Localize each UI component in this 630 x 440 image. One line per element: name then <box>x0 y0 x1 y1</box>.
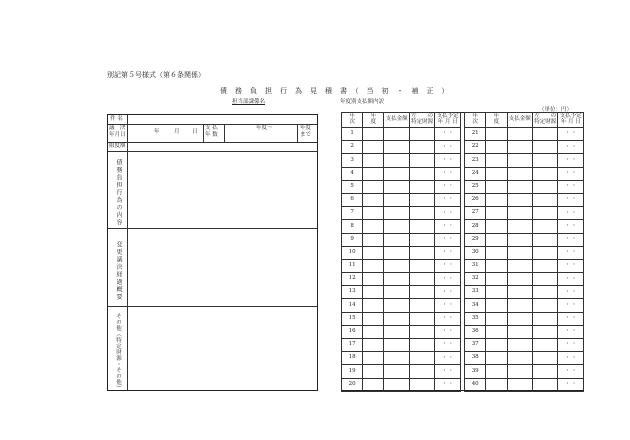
row-plan-date: ・ ・ <box>435 128 460 141</box>
row-fiscal-2 <box>486 378 507 391</box>
row-year-no: 11 <box>342 259 363 272</box>
row-fiscal <box>363 273 384 286</box>
row-amount <box>384 220 409 233</box>
giketsu-label-b: 年月日 <box>109 132 126 138</box>
row-plan-date-2: ・ ・ <box>558 312 584 325</box>
fiscal-period: 年度〜 <box>256 125 273 131</box>
table-row <box>342 325 584 338</box>
row-plan-date-2: ・ ・ <box>558 141 584 154</box>
row-amount-2 <box>507 286 532 299</box>
row-source-2 <box>532 325 557 338</box>
row-plan-date-2: ・ ・ <box>558 193 584 206</box>
row-plan-date-2: ・ ・ <box>558 220 584 233</box>
table-row <box>342 220 584 233</box>
row-source <box>409 246 434 259</box>
row-plan-date-2: ・ ・ <box>558 325 584 338</box>
section-change-label: 変更議決経過概要 <box>115 241 122 301</box>
row-fiscal <box>363 154 384 167</box>
header-year-no: 年 次 <box>342 113 363 128</box>
date-month: 月 <box>174 129 180 135</box>
row-fiscal <box>363 312 384 325</box>
row-plan-date: ・ ・ <box>435 339 460 352</box>
row-amount <box>384 339 409 352</box>
row-year-no-2: 40 <box>465 378 486 391</box>
row-year-no-2: 30 <box>465 246 486 259</box>
row-year-no: 9 <box>342 233 363 246</box>
dept-label: 担当部課係名 <box>232 99 266 105</box>
row-source-2 <box>532 312 557 325</box>
table-row <box>342 299 584 312</box>
row-year-no: 8 <box>342 220 363 233</box>
table-row <box>342 128 584 141</box>
table-row <box>342 207 584 220</box>
row-plan-date-2: ・ ・ <box>558 352 584 365</box>
row-year-no: 5 <box>342 180 363 193</box>
row-year-no: 17 <box>342 339 363 352</box>
row-year-no-2: 23 <box>465 154 486 167</box>
right-table <box>341 112 584 391</box>
row-plan-date: ・ ・ <box>435 312 460 325</box>
row-amount-2 <box>507 193 532 206</box>
row-source <box>409 378 434 391</box>
row-year-no-2: 36 <box>465 325 486 338</box>
row-source <box>409 233 434 246</box>
row-source-2 <box>532 273 557 286</box>
row-fiscal <box>363 193 384 206</box>
header-source: 左 の 特定財源 <box>409 113 434 128</box>
row-source-2 <box>532 180 557 193</box>
row-plan-date-2: ・ ・ <box>558 246 584 259</box>
row-fiscal-2 <box>486 167 507 180</box>
table-row <box>342 246 584 259</box>
row-plan-date-2: ・ ・ <box>558 167 584 180</box>
row-amount-2 <box>507 378 532 391</box>
row-year-no-2: 34 <box>465 299 486 312</box>
row-fiscal-2 <box>486 299 507 312</box>
row-fiscal <box>363 286 384 299</box>
row-source-2 <box>532 154 557 167</box>
row-amount <box>384 273 409 286</box>
document-title: 債 務 負 担 行 為 見 積 書 （ 当 初 ・ 補 正 ） <box>220 87 449 95</box>
row-source <box>409 339 434 352</box>
row-amount-2 <box>507 220 532 233</box>
row-year-no-2: 25 <box>465 180 486 193</box>
payment-years-b: 年 数 <box>205 132 218 138</box>
row-year-no-2: 27 <box>465 207 486 220</box>
row-plan-date: ・ ・ <box>435 273 460 286</box>
row-plan-date: ・ ・ <box>435 207 460 220</box>
row-year-no-2: 33 <box>465 286 486 299</box>
row-amount-2 <box>507 325 532 338</box>
unit-label: （単位：円） <box>539 107 573 113</box>
header-plan: 支払予定 年 月 日 <box>435 113 460 128</box>
row-amount-2 <box>507 299 532 312</box>
row-amount <box>384 180 409 193</box>
row-amount-2 <box>507 312 532 325</box>
row-amount-2 <box>507 259 532 272</box>
row-source-2 <box>532 378 557 391</box>
row-plan-date: ・ ・ <box>435 180 460 193</box>
row-plan-date: ・ ・ <box>435 299 460 312</box>
row-plan-date: ・ ・ <box>435 352 460 365</box>
row-year-no-2: 35 <box>465 312 486 325</box>
row-fiscal <box>363 180 384 193</box>
row-fiscal <box>363 141 384 154</box>
row-source <box>409 299 434 312</box>
row-year-no-2: 31 <box>465 259 486 272</box>
row-fiscal-2 <box>486 352 507 365</box>
row-source-2 <box>532 167 557 180</box>
row-year-no-2: 32 <box>465 273 486 286</box>
row-amount <box>384 286 409 299</box>
row-amount <box>384 154 409 167</box>
row-fiscal-2 <box>486 154 507 167</box>
row-year-no: 18 <box>342 352 363 365</box>
row-plan-date: ・ ・ <box>435 378 460 391</box>
row-source-2 <box>532 259 557 272</box>
row-source-2 <box>532 220 557 233</box>
row-fiscal <box>363 378 384 391</box>
header-year-no-2: 年 次 <box>465 113 486 128</box>
row-year-no: 1 <box>342 128 363 141</box>
row-year-no: 20 <box>342 378 363 391</box>
row-year-no: 19 <box>342 365 363 378</box>
row-fiscal <box>363 352 384 365</box>
table-row <box>342 378 584 391</box>
row-year-no: 14 <box>342 299 363 312</box>
header-amount-2: 支払金額 <box>507 113 532 128</box>
row-amount <box>384 141 409 154</box>
header-fiscal: 年 度 <box>363 113 384 128</box>
row-fiscal-2 <box>486 141 507 154</box>
row-source <box>409 167 434 180</box>
row-source-2 <box>532 128 557 141</box>
row-plan-date: ・ ・ <box>435 193 460 206</box>
kenmei-label: 件 名 <box>110 116 123 122</box>
row-fiscal <box>363 325 384 338</box>
row-plan-date: ・ ・ <box>435 167 460 180</box>
row-year-no-2: 39 <box>465 365 486 378</box>
row-source <box>409 259 434 272</box>
row-plan-date-2: ・ ・ <box>558 233 584 246</box>
table-row <box>342 154 584 167</box>
row-plan-date-2: ・ ・ <box>558 180 584 193</box>
row-plan-date-2: ・ ・ <box>558 154 584 167</box>
row-amount <box>384 259 409 272</box>
row-year-no: 16 <box>342 325 363 338</box>
row-source <box>409 180 434 193</box>
row-year-no: 7 <box>342 207 363 220</box>
header-amount: 支払金額 <box>384 113 409 128</box>
row-fiscal <box>363 128 384 141</box>
row-year-no: 10 <box>342 246 363 259</box>
giketsu-label-a: 議 決 <box>109 125 126 131</box>
row-source <box>409 141 434 154</box>
row-source-2 <box>532 286 557 299</box>
row-amount <box>384 207 409 220</box>
table-row <box>342 286 584 299</box>
row-amount-2 <box>507 207 532 220</box>
row-amount-2 <box>507 128 532 141</box>
row-amount-2 <box>507 167 532 180</box>
row-source <box>409 325 434 338</box>
row-plan-date: ・ ・ <box>435 233 460 246</box>
row-source-2 <box>532 207 557 220</box>
row-amount-2 <box>507 352 532 365</box>
header-plan-2: 支払予定 年 月 日 <box>558 113 584 128</box>
row-source <box>409 352 434 365</box>
row-source-2 <box>532 141 557 154</box>
row-plan-date-2: ・ ・ <box>558 339 584 352</box>
table-row <box>342 141 584 154</box>
row-source-2 <box>532 339 557 352</box>
fiscal-end-b: まで <box>300 132 312 138</box>
row-plan-date-2: ・ ・ <box>558 128 584 141</box>
row-source-2 <box>532 233 557 246</box>
payment-breakdown-table <box>341 112 584 392</box>
row-plan-date-2: ・ ・ <box>558 299 584 312</box>
row-year-no: 13 <box>342 286 363 299</box>
header-fiscal-2: 年 度 <box>486 113 507 128</box>
row-plan-date: ・ ・ <box>435 141 460 154</box>
row-fiscal-2 <box>486 180 507 193</box>
row-amount-2 <box>507 273 532 286</box>
table-row <box>342 273 584 286</box>
table-row <box>342 259 584 272</box>
form-label: 別記第５号様式（第６条関係） <box>107 71 205 79</box>
row-source-2 <box>532 193 557 206</box>
header-source-2: 左 の 特定財源 <box>532 113 557 128</box>
row-year-no-2: 24 <box>465 167 486 180</box>
row-source <box>409 312 434 325</box>
row-plan-date-2: ・ ・ <box>558 365 584 378</box>
row-plan-date-2: ・ ・ <box>558 378 584 391</box>
left-form <box>107 114 318 391</box>
row-year-no-2: 28 <box>465 220 486 233</box>
row-amount-2 <box>507 365 532 378</box>
row-source <box>409 273 434 286</box>
table-row <box>342 233 584 246</box>
row-amount <box>384 167 409 180</box>
row-fiscal <box>363 207 384 220</box>
row-fiscal-2 <box>486 365 507 378</box>
row-amount <box>384 378 409 391</box>
date-year: 年 <box>154 129 160 135</box>
row-amount-2 <box>507 141 532 154</box>
row-source <box>409 207 434 220</box>
row-amount <box>384 352 409 365</box>
row-fiscal <box>363 299 384 312</box>
row-fiscal <box>363 233 384 246</box>
date-day: 日 <box>192 129 198 135</box>
table-row <box>342 339 584 352</box>
row-fiscal-2 <box>486 220 507 233</box>
row-source <box>409 365 434 378</box>
row-amount <box>384 246 409 259</box>
section-content-label: 債務負担行為の内容 <box>115 159 122 227</box>
row-source <box>409 154 434 167</box>
row-amount-2 <box>507 180 532 193</box>
row-source <box>409 128 434 141</box>
row-fiscal <box>363 220 384 233</box>
row-source <box>409 193 434 206</box>
row-year-no-2: 21 <box>465 128 486 141</box>
row-source-2 <box>532 299 557 312</box>
row-fiscal-2 <box>486 273 507 286</box>
fiscal-end-a: 年度 <box>300 125 312 131</box>
row-plan-date: ・ ・ <box>435 325 460 338</box>
row-plan-date: ・ ・ <box>435 154 460 167</box>
row-amount <box>384 233 409 246</box>
row-plan-date-2: ・ ・ <box>558 259 584 272</box>
row-year-no-2: 37 <box>465 339 486 352</box>
row-amount-2 <box>507 233 532 246</box>
row-fiscal-2 <box>486 246 507 259</box>
breakdown-label: 年度別支払額内訳 <box>340 99 385 105</box>
row-plan-date: ・ ・ <box>435 246 460 259</box>
row-fiscal <box>363 167 384 180</box>
row-year-no: 4 <box>342 167 363 180</box>
row-plan-date-2: ・ ・ <box>558 286 584 299</box>
table-row <box>342 365 584 378</box>
row-fiscal <box>363 339 384 352</box>
row-amount-2 <box>507 246 532 259</box>
row-amount <box>384 128 409 141</box>
row-plan-date: ・ ・ <box>435 286 460 299</box>
row-fiscal <box>363 246 384 259</box>
row-fiscal <box>363 259 384 272</box>
row-source <box>409 220 434 233</box>
row-fiscal-2 <box>486 312 507 325</box>
row-year-no: 3 <box>342 154 363 167</box>
row-source-2 <box>532 365 557 378</box>
table-row <box>342 180 584 193</box>
row-amount <box>384 365 409 378</box>
row-year-no: 2 <box>342 141 363 154</box>
row-year-no: 15 <box>342 312 363 325</box>
row-fiscal-2 <box>486 325 507 338</box>
row-amount <box>384 299 409 312</box>
row-year-no-2: 38 <box>465 352 486 365</box>
row-year-no: 12 <box>342 273 363 286</box>
row-fiscal-2 <box>486 259 507 272</box>
row-year-no-2: 22 <box>465 141 486 154</box>
table-row <box>342 312 584 325</box>
row-plan-date: ・ ・ <box>435 220 460 233</box>
row-fiscal-2 <box>486 339 507 352</box>
section-other-label: その他（特定財源・その他） <box>115 313 121 391</box>
row-source-2 <box>532 246 557 259</box>
payment-years-a: 支 払 <box>205 125 218 131</box>
row-fiscal-2 <box>486 233 507 246</box>
row-amount <box>384 193 409 206</box>
row-plan-date: ・ ・ <box>435 365 460 378</box>
row-plan-date: ・ ・ <box>435 259 460 272</box>
row-fiscal-2 <box>486 128 507 141</box>
limit-label: 限度額 <box>109 143 126 149</box>
row-year-no-2: 29 <box>465 233 486 246</box>
row-fiscal-2 <box>486 286 507 299</box>
row-fiscal-2 <box>486 193 507 206</box>
row-fiscal-2 <box>486 207 507 220</box>
row-amount <box>384 325 409 338</box>
row-fiscal <box>363 365 384 378</box>
row-plan-date-2: ・ ・ <box>558 207 584 220</box>
row-plan-date-2: ・ ・ <box>558 273 584 286</box>
row-amount-2 <box>507 154 532 167</box>
row-amount <box>384 312 409 325</box>
row-year-no: 6 <box>342 193 363 206</box>
row-source <box>409 286 434 299</box>
row-amount-2 <box>507 339 532 352</box>
row-year-no-2: 26 <box>465 193 486 206</box>
table-row <box>342 352 584 365</box>
table-row <box>342 167 584 180</box>
row-source-2 <box>532 352 557 365</box>
table-row <box>342 193 584 206</box>
